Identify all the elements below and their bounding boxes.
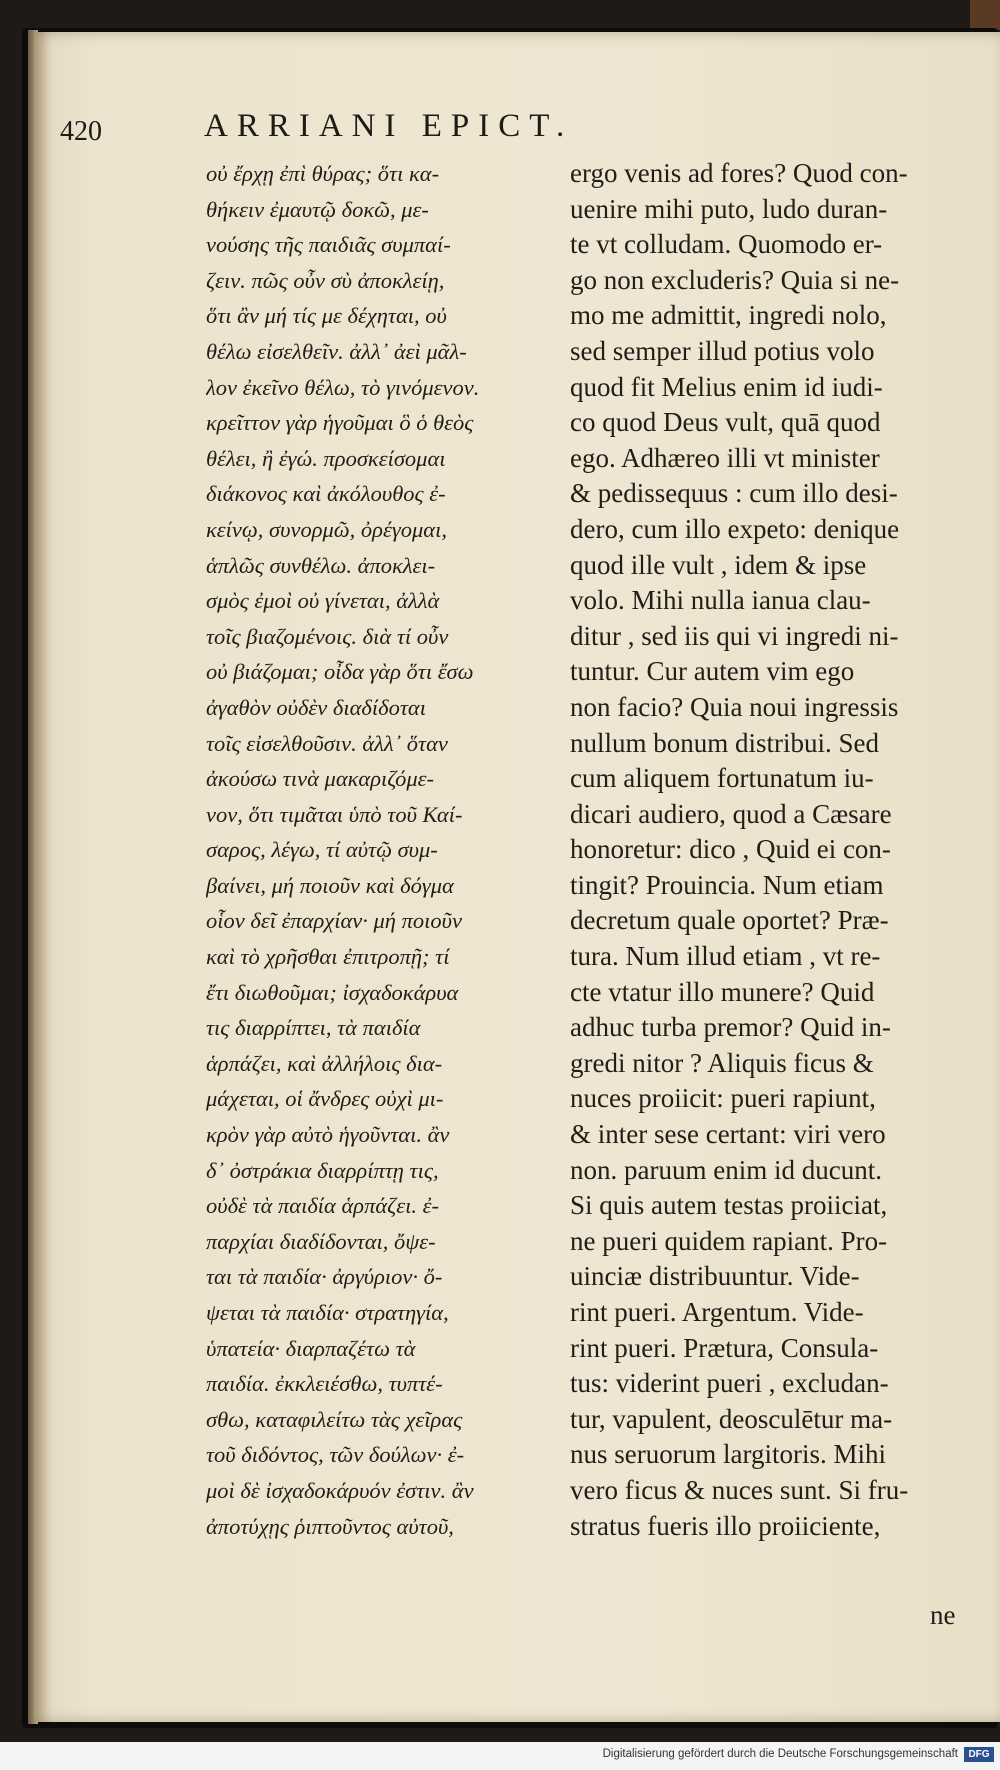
greek-text-line: οὐ βιάζομαι; οἶδα γὰρ ὅτι ἔσω xyxy=(206,659,474,685)
latin-text-line: tuntur. Cur autem vim ego xyxy=(570,656,855,687)
latin-text-line: volo. Mihi nulla ianua clau- xyxy=(570,585,871,616)
catchword: ne xyxy=(930,1600,956,1630)
greek-text-line: ἀκούσω τινὰ μακαριζόμε- xyxy=(206,766,435,792)
latin-text-line: quod fit Melius enim id iudi- xyxy=(570,371,883,402)
greek-text-line: ὅτι ἂν μή τίς με δέχηται, οὐ xyxy=(206,303,447,329)
latin-text-line: non facio? Quia noui ingressis xyxy=(570,691,899,722)
latin-text-line: tus: viderint pueri , excludan- xyxy=(570,1368,889,1399)
greek-text-line: λον ἐκεῖνο θέλω, τὸ γινόμενον. xyxy=(206,374,480,400)
latin-text-line: & inter sese certant: viri vero xyxy=(570,1119,886,1150)
greek-text-line: παρχίαι διαδίδονται, ὄψε- xyxy=(206,1228,436,1254)
latin-text-column xyxy=(570,156,980,1544)
latin-text-line: sed semper illud potius volo xyxy=(570,335,875,366)
greek-text-line: ἀγαθὸν οὐδὲν διαδίδοται xyxy=(206,694,426,720)
greek-text-line: ἁπλῶς συνθέλω. ἀποκλει- xyxy=(206,552,436,578)
latin-text-line: honoretur: dico , Quid ei con- xyxy=(570,834,891,865)
latin-text-line: nuces proiicit: pueri rapiunt, xyxy=(570,1083,876,1114)
latin-text-line: te vt colludam. Quomodo er- xyxy=(570,229,883,260)
latin-text-line: tur, vapulent, deosculētur ma- xyxy=(570,1403,893,1434)
greek-text-line: ται τὰ παιδία· ἀργύριον· ὄ- xyxy=(206,1264,443,1290)
latin-text-line: uenire mihi puto, ludo duran- xyxy=(570,193,888,224)
greek-text-line: οὐ ἔρχῃ ἐπὶ θύρας; ὅτι κα- xyxy=(206,161,440,186)
greek-text-line: θήκειν ἐμαυτῷ δοκῶ, με- xyxy=(206,196,429,222)
latin-text-line: ditur , sed iis qui vi ingredi ni- xyxy=(570,620,899,651)
latin-text-line: adhuc turba premor? Quid in- xyxy=(570,1012,891,1043)
latin-text-line: ne pueri quidem rapiant. Pro- xyxy=(570,1225,888,1256)
latin-text-line: mo me admittit, ingredi nolo, xyxy=(570,300,887,331)
running-title: ARRIANI EPICT. xyxy=(204,108,574,144)
greek-text-line: παιδία. ἐκκλειέσθω, τυπτέ- xyxy=(206,1371,443,1397)
latin-text-line: co quod Deus vult, quā quod xyxy=(570,407,881,438)
latin-text-line: quod ille vult , idem & ipse xyxy=(570,549,867,580)
latin-text-line: dicari audiero, quod a Cæsare xyxy=(570,798,892,829)
greek-text-line: ψεται τὰ παιδία· στρατηγία, xyxy=(206,1300,449,1325)
greek-text-line: τοῖς εἰσελθοῦσιν. ἀλλ᾽ ὅταν xyxy=(206,730,448,756)
latin-text-line: tingit? Prouincia. Num etiam xyxy=(570,869,884,900)
latin-text-line: stratus fueris illo proiiciente, xyxy=(570,1510,881,1541)
latin-text-line: & pedissequus : cum illo desi- xyxy=(570,478,898,509)
latin-text-line: go non excluderis? Quia si ne- xyxy=(570,264,900,295)
latin-text-line: nus seruorum largitoris. Mihi xyxy=(570,1439,886,1470)
greek-text-line: ζειν. πῶς οὖν σὺ ἀποκλείῃ, xyxy=(206,267,445,293)
greek-text-line: ἔτι διωθοῦμαι; ἰσχαδοκάρυα xyxy=(206,979,459,1005)
greek-text-line: θέλει, ἢ ἐγώ. προσκείσομαι xyxy=(206,445,446,471)
greek-text-line: νον, ὅτι τιμᾶται ὑπὸ τοῦ Καί- xyxy=(206,801,463,827)
latin-text-line: vero ficus & nuces sunt. Si fru- xyxy=(570,1474,909,1505)
greek-text-line: θέλω εἰσελθεῖν. ἀλλ᾽ ἀεὶ μᾶλ- xyxy=(206,338,467,364)
latin-text-line: nullum bonum distribui. Sed xyxy=(570,727,880,758)
greek-text-column xyxy=(206,156,546,1544)
greek-text-line: τις διαρρίπτει, τὰ παιδία xyxy=(206,1015,421,1041)
footer-credit: Digitalisierung gefördert durch die Deutsche Forschungsgemeinschaft xyxy=(602,1748,958,1760)
greek-text-line: κρὸν γὰρ αὐτὸ ἡγοῦνται. ἂν xyxy=(206,1122,450,1148)
greek-text-line: σθω, καταφιλείτω τὰς χεῖρας xyxy=(206,1406,463,1432)
latin-text-line: dero, cum illo expeto: denique xyxy=(570,513,900,544)
latin-text-line: ergo venis ad fores? Quod con- xyxy=(570,158,908,188)
latin-text-line: rint pueri. Argentum. Vide- xyxy=(570,1297,864,1327)
greek-text-line: σμὸς ἐμοὶ οὐ γίνεται, ἀλλὰ xyxy=(206,588,440,614)
binding-corner xyxy=(970,0,1000,30)
latin-text-line: uinciæ distribuuntur. Vide- xyxy=(570,1261,860,1292)
latin-text-line: tura. Num illud etiam , vt re- xyxy=(570,941,881,972)
greek-text-line: μάχεται, οἱ ἄνδρες οὐχὶ μι- xyxy=(206,1086,444,1112)
latin-text-line: gredi nitor ? Aliquis ficus & xyxy=(570,1047,874,1078)
greek-text-line: οἷον δεῖ ἐπαρχίαν· μή ποιοῦν xyxy=(206,908,462,934)
latin-text-line: non. paruum enim id ducunt. xyxy=(570,1154,882,1185)
greek-text-line: σαρος, λέγω, τί αὐτῷ συμ- xyxy=(206,837,438,863)
greek-text-line: κρεῖττον γὰρ ἡγοῦμαι ὃ ὁ θεὸς xyxy=(206,410,474,436)
greek-text-line: ὑπατεία· διαρπαζέτω τὰ xyxy=(206,1335,416,1361)
greek-text-line: βαίνει, μή ποιοῦν καὶ δόγμα xyxy=(206,872,454,898)
dfg-logo: DFG xyxy=(964,1747,994,1762)
digitization-footer xyxy=(0,1742,1000,1770)
greek-text-line: μοὶ δὲ ἰσχαδοκάρυόν ἐστιν. ἂν xyxy=(206,1477,474,1503)
latin-text-line: Si quis autem testas proiiciat, xyxy=(570,1190,888,1221)
latin-text-line: ego. Adhæreo illi vt minister xyxy=(570,442,880,473)
greek-text-line: ἁρπάζει, καὶ ἀλλήλοις δια- xyxy=(206,1050,443,1076)
greek-text-line: καὶ τὸ χρῆσθαι ἐπιτροπῇ; τί xyxy=(206,944,450,970)
greek-text-line: δ᾽ ὀστράκια διαρρίπτῃ τις, xyxy=(206,1157,439,1183)
latin-text-line: rint pueri. Prætura, Consula- xyxy=(570,1332,879,1363)
greek-text-line: κείνῳ, συνορμῶ, ὀρέγομαι, xyxy=(206,516,447,542)
page-number: 420 xyxy=(60,116,102,147)
latin-text-line: decretum quale oportet? Præ- xyxy=(570,905,889,936)
greek-text-line: τοῦ διδόντος, τῶν δούλων· ἐ- xyxy=(206,1442,465,1468)
latin-text-line: cte vtatur illo munere? Quid xyxy=(570,976,875,1007)
latin-text-line: cum aliquem fortunatum iu- xyxy=(570,763,874,794)
greek-text-line: τοῖς βιαζομένοις. διὰ τί οὖν xyxy=(206,623,449,649)
greek-text-line: ἀποτύχῃς ῥιπτοῦντος αὐτοῦ, xyxy=(206,1513,454,1539)
greek-text-line: διάκονος καὶ ἀκόλουθος ἐ- xyxy=(206,481,446,507)
greek-text-line: νούσης τῆς παιδιᾶς συμπαί- xyxy=(206,232,451,258)
greek-text-line: οὐδὲ τὰ παιδία ἁρπάζει. ἐ- xyxy=(206,1193,440,1219)
